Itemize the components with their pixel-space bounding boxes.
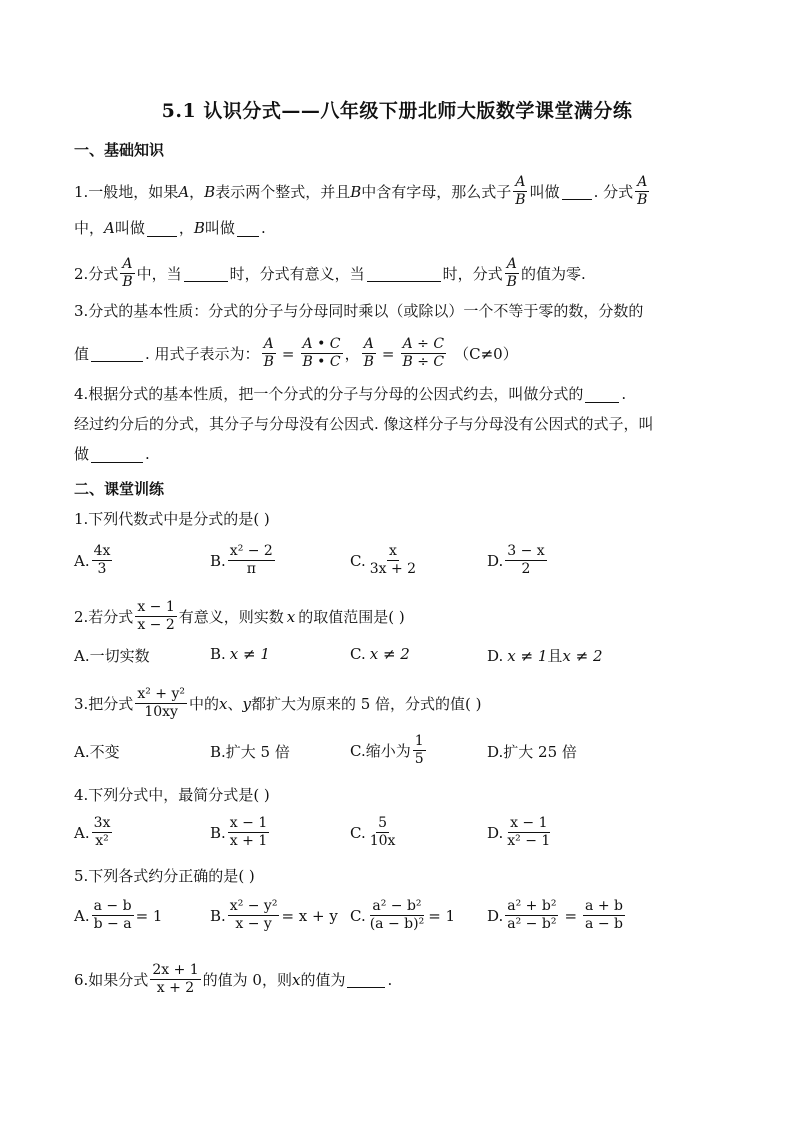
q5-option-d[interactable]: D. $\frac{\text{a² + b²}}{\text{a² − b²}}$ = $\frac{a + b}{a - b}$: [487, 898, 623, 932]
answer-blank[interactable]: [562, 183, 592, 200]
answer-blank[interactable]: [347, 971, 385, 988]
q1-option-b[interactable]: B. $\frac{\text{x² − 2}}{\pi}$: [210, 543, 273, 577]
var-b: B: [204, 182, 216, 201]
q1-line1: [74, 174, 651, 209]
answer-blank[interactable]: [237, 220, 259, 237]
q3-line2: [74, 336, 518, 371]
q4-text: .: [145, 445, 150, 463]
equals-sign: =: [381, 344, 395, 363]
practice-q1-stem: 1.下列代数式中是分式的是( ): [74, 510, 270, 528]
q1-text: 叫做: [204, 219, 235, 237]
comma: ，: [344, 344, 360, 363]
q1-text: 中含有字母，那么式子: [361, 182, 512, 201]
q3-line1: 3.分式的基本性质：分式的分子与分母同时乘以（或除以）一个不等于零的数，分数的: [74, 302, 644, 320]
q4-text: .: [621, 385, 627, 403]
fraction-a-over-b: $\frac{A}{B}$: [122, 256, 133, 290]
var-a: A: [104, 219, 115, 237]
fraction-ac-over-bc: $\frac{A • C}{B • C}$: [302, 336, 341, 370]
q3-option-c[interactable]: C.缩小为 $\frac{1}{5}$: [350, 733, 424, 767]
equals-sign: =: [281, 344, 295, 363]
q2-text: 中，当: [136, 264, 182, 283]
q2-option-b[interactable]: B. x ≠ 1: [210, 645, 270, 663]
condition-c-nonzero: （C≠0）: [454, 344, 518, 363]
fraction-a-over-b: $\frac{A}{B}$: [263, 336, 274, 370]
q1-option-d[interactable]: D. $\frac{3 - x}{2}$: [487, 543, 545, 577]
q1-option-c[interactable]: C. $\frac{x}{3x + 2}$: [350, 543, 417, 577]
var-b: B: [193, 219, 205, 237]
q4-option-d[interactable]: D. $\frac{x - 1}{\text{x² − 1}}$: [487, 815, 551, 849]
q1-line2: [74, 218, 266, 238]
var-a: A: [178, 182, 190, 201]
q4-option-c[interactable]: C. $\frac{5}{10x}$: [350, 815, 396, 849]
q5-option-a[interactable]: A. $\frac{a - b}{b - a}$ = 1: [74, 898, 163, 932]
answer-blank[interactable]: [147, 220, 177, 237]
q3-option-b[interactable]: B.扩大 5 倍: [210, 743, 290, 761]
practice-q2-stem: 2.若分式 $\frac{x - 1}{x - 2}$ 有意义，则实数 x 的取值范围是( ): [74, 599, 405, 633]
practice-q3-stem: 3.把分式 $\frac{\text{x² + y²}}{10xy}$ 中的 x 、 y 都扩大为原来的 5 倍，分式的值( ): [74, 686, 482, 720]
q3-text: 值: [74, 344, 90, 363]
q1-text: 叫做: [529, 182, 560, 201]
q4-option-b[interactable]: B. $\frac{x - 1}{x + 1}$: [210, 815, 268, 849]
page-title: 5.1 认识分式——八年级下册北师大版数学课堂满分练: [161, 100, 633, 122]
q4-line2: 经过约分后的分式，其分子与分母没有公因式. 像这样分子与分母没有公因式的式子，叫: [74, 415, 654, 433]
q4-text: 做: [74, 445, 90, 463]
answer-blank[interactable]: [367, 265, 441, 282]
q1-text: 叫做: [114, 219, 145, 237]
q1-option-a[interactable]: A. $\frac{4x}{3}$: [74, 543, 111, 577]
q5-option-b[interactable]: B. $\frac{\text{x² − y²}}{x - y}$ = x + y: [210, 898, 338, 932]
q2-option-d[interactable]: D. x ≠ 1 且 x ≠ 2: [487, 646, 603, 665]
q4-option-a[interactable]: A. $\frac{3x}{\text{x²}}$: [74, 815, 111, 849]
q3-option-d[interactable]: D.扩大 25 倍: [487, 743, 577, 761]
q1-text: ，: [178, 219, 194, 237]
section-heading-classroom-practice: 二、课堂训练: [74, 480, 165, 498]
comma: ，: [189, 182, 205, 201]
q1-text: 1.一般地，如果: [74, 182, 179, 201]
practice-q6-stem: 6.如果分式 $\frac{2x + 1}{x + 2}$ 的值为 0，则 x 的值为 .: [74, 962, 393, 996]
practice-q4-stem: 4.下列分式中，最简分式是( ): [74, 786, 270, 804]
q3-text: . 用式子表示为：: [145, 344, 260, 363]
answer-blank[interactable]: [91, 345, 143, 362]
q1-text: . 分式: [593, 182, 634, 201]
answer-blank[interactable]: [91, 446, 143, 463]
q4-line3: [74, 444, 150, 464]
q4-line1: [74, 384, 626, 404]
var-b: B: [350, 182, 362, 201]
q2-text: 的值为零.: [520, 264, 586, 283]
fraction-a-over-b: $\frac{A}{B}$: [363, 336, 374, 370]
fraction-a-div-c-over-b-div-c: $\frac{A \div C}{B \div C}$: [402, 336, 445, 370]
fraction-a-over-b: $\frac{A}{B}$: [637, 174, 648, 208]
q4-text: 4.根据分式的基本性质，把一个分式的分子与分母的公因式约去，叫做分式的: [74, 385, 584, 403]
section-heading-basic-knowledge: 一、基础知识: [74, 141, 165, 159]
fraction-a-over-b: $\frac{A}{B}$: [506, 256, 517, 290]
answer-blank[interactable]: [585, 386, 619, 403]
q2-text: 时，分式有意义，当: [229, 264, 365, 283]
q2-option-c[interactable]: C. x ≠ 2: [350, 645, 410, 663]
q3-option-a[interactable]: A.不变: [74, 743, 120, 761]
practice-q5-stem: 5.下列各式约分正确的是( ): [74, 867, 255, 885]
answer-blank[interactable]: [184, 265, 228, 282]
fraction-a-over-b: $\frac{A}{B}$: [515, 174, 526, 208]
q1-text: 中，: [74, 219, 105, 237]
q5-option-c[interactable]: C. $\frac{\text{a² − b²}}{\text{(a − b)²}}$ = 1: [350, 898, 456, 932]
q2-text: 时，分式: [442, 264, 503, 283]
q1-text: 表示两个整式，并且: [215, 182, 351, 201]
q1-text: .: [260, 219, 266, 237]
q2-line: [74, 256, 586, 291]
q2-option-a[interactable]: A.一切实数: [74, 647, 150, 665]
q2-text: 2.分式: [74, 264, 119, 283]
